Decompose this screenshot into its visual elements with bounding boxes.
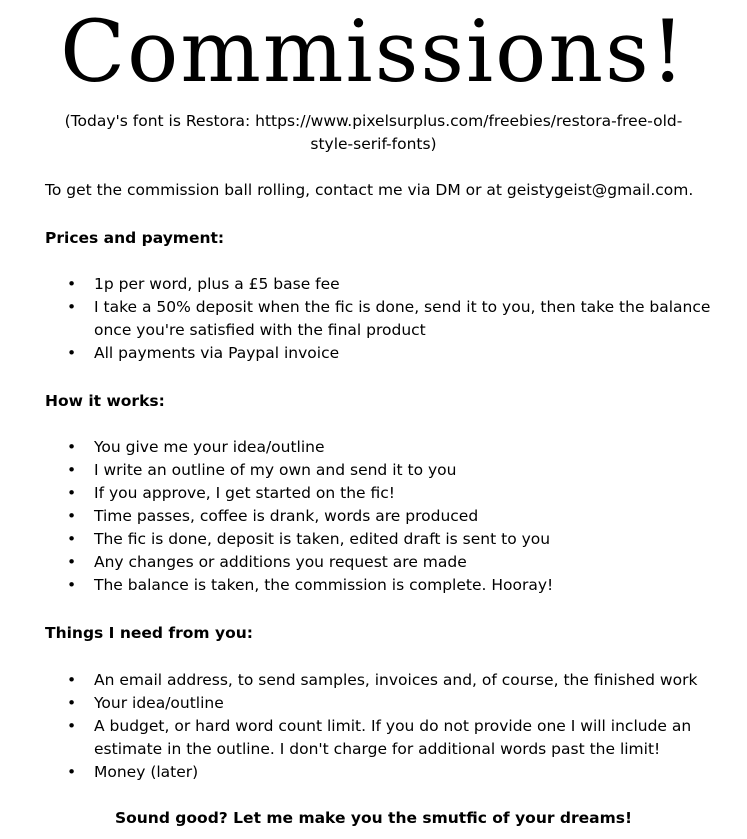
- list-item: • An email address, to send samples, invoices and, of course, the finished work: [0, 669, 700, 692]
- list-item: • Any changes or additions you request are made: [0, 551, 700, 574]
- list-item-continuation-text: once you're satisfied with the final product: [94, 321, 426, 339]
- how-list: [0, 436, 700, 597]
- list-item: • The fic is done, deposit is taken, edited draft is sent to you: [0, 528, 700, 551]
- needs-heading: Things I need from you:: [45, 624, 253, 642]
- list-item: • A budget, or hard word count limit. If you do not provide one I will include an: [0, 715, 700, 738]
- contact-intro: To get the commission ball rolling, contact me via DM or at geistygeist@gmail.com.: [45, 181, 694, 199]
- list-item: • Your idea/outline: [0, 692, 700, 715]
- list-item: • All payments via Paypal invoice: [0, 342, 700, 365]
- prices-heading: Prices and payment:: [45, 229, 225, 247]
- prices-list: [0, 273, 711, 365]
- list-item: • Time passes, coffee is drank, words are produced: [0, 505, 700, 528]
- list-item: • If you approve, I get started on the fic!: [0, 482, 700, 505]
- how-heading: How it works:: [45, 392, 165, 410]
- list-item: • I take a 50% deposit when the fic is done, send it to you, then take the balance: [0, 296, 700, 319]
- list-item-continuation-text: estimate in the outline. I don't charge for additional words past the limit!: [94, 740, 661, 758]
- list-item: • 1p per word, plus a £5 base fee: [0, 273, 700, 296]
- page-title: Commissions!: [60, 3, 687, 102]
- list-item: • The balance is taken, the commission is complete. Hooray!: [0, 574, 700, 597]
- list-item: • Money (later): [0, 761, 700, 784]
- list-item-continuation: [0, 738, 700, 761]
- list-item: • I write an outline of my own and send it to you: [0, 459, 700, 482]
- font-credit-line-1: (Today's font is Restora: https://www.pixelsurplus.com/freebies/restora-free-old-: [64, 112, 683, 130]
- font-credit: [50, 110, 697, 156]
- list-item: • You give me your idea/outline: [0, 436, 700, 459]
- list-item-continuation: [0, 319, 700, 342]
- font-credit-line-2: style-serif-fonts): [310, 135, 437, 153]
- needs-list: [0, 669, 700, 784]
- closing-line: Sound good? Let me make you the smutfic of your dreams!: [114, 809, 633, 827]
